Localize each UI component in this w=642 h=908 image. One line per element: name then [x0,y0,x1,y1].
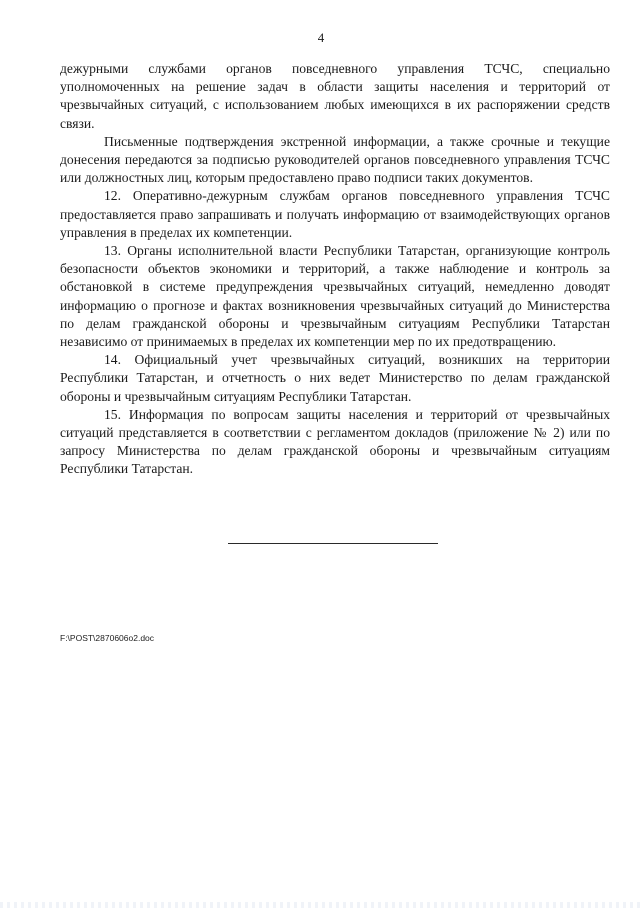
paragraph-item-15: 15. Информация по вопросам защиты населения и территорий от чрезвычайных ситуаций представляется в соответствии с регламентом докладов (приложение № 2) или по запросу Министерства по делам гражданской обороны и чрезвычайным ситуациям Республики Татарстан. [60,406,610,477]
end-separator-line [228,543,438,544]
document-body [60,60,610,479]
scan-edge-artifact [0,902,642,908]
paragraph-item-14: 14. Официальный учет чрезвычайных ситуаций, возникших на территории Республики Татарстан, и отчетность о них ведет Министерство по делам гражданской обороны и чрезвычайным ситуациям Республики Татарстан. [60,352,610,404]
paragraph-item-13: 13. Органы исполнительной власти Республики Татарстан, организующие контроль безопасности объектов экономики и территорий, а также наблюдение и контроль за обстановкой в системе предупреждения чрезвычайных ситуаций, немедленно доводят информацию о прогнозе и фактах возникновения чрезвычайных ситуаций до Министерства по делам гражданской обороны и чрезвычайным ситуациям Республики Татарстан независимо от принимаемых в пределах их компетенции мер по их предотвращению. [60,243,610,350]
paragraph-item-12: 12. Оперативно-дежурным службам органов повседневного управления ТСЧС предоставляется право запрашивать и получать информацию от взаимодействующих органов управления в пределах их компетенции. [60,188,610,240]
page-number: 4 [317,30,325,45]
footer-file-path: F:\POST\2870606o2.doc [60,633,155,643]
paragraph-written-confirmations: Письменные подтверждения экстренной информации, а также срочные и текущие донесения передаются за подписью руководителей органов повседневного управления ТСЧС или должностных лиц, которым предоставлено право подписи таких документов. [60,133,610,186]
paragraph-continuation: дежурными службами органов повседневного управления ТСЧС, специально уполномоченных на решение задач в области защиты населения и территорий от чрезвычайных ситуаций, с использованием любых имеющихся в их распоряжении средств связи. [60,61,610,131]
